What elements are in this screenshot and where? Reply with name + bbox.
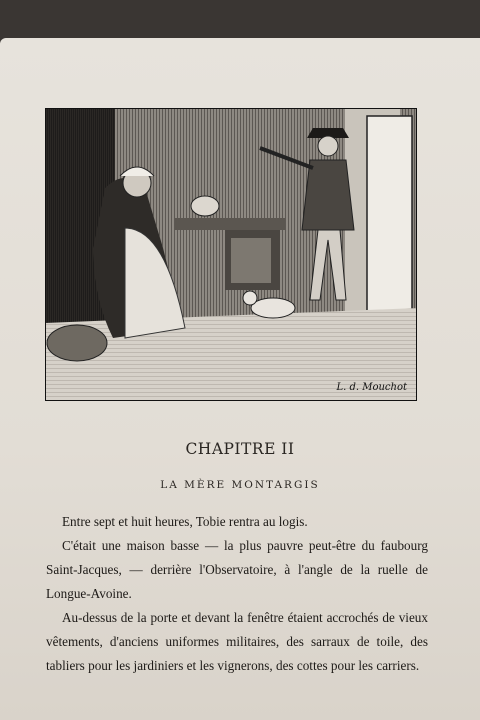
paragraph: Entre sept et huit heures, Tobie rentra au logis. — [62, 514, 308, 529]
chapter-text — [46, 510, 428, 678]
paragraph: Au-dessus de la porte et devant la fenêtre étaient accrochés de vieux vêtements, d'anciens uniformes militaires, des sarraux de toile, des tabliers pour les jardiniers et les vignerons, des cottes pour les carriers. — [46, 610, 428, 673]
chapter-subtitle: LA MÈRE MONTARGIS — [160, 479, 320, 491]
engraving-illustration — [45, 108, 417, 401]
chapter-title: CHAPITRE II — [185, 440, 295, 458]
paragraph: C'était une maison basse — la plus pauvre peut-être du faubourg Saint-Jacques, — derrière l'Observatoire, à l'angle de la ruelle de Longue-Avoine. — [46, 538, 428, 601]
engraving-drawing — [45, 108, 417, 401]
artist-signature: L. d. Mouchot — [336, 382, 407, 393]
